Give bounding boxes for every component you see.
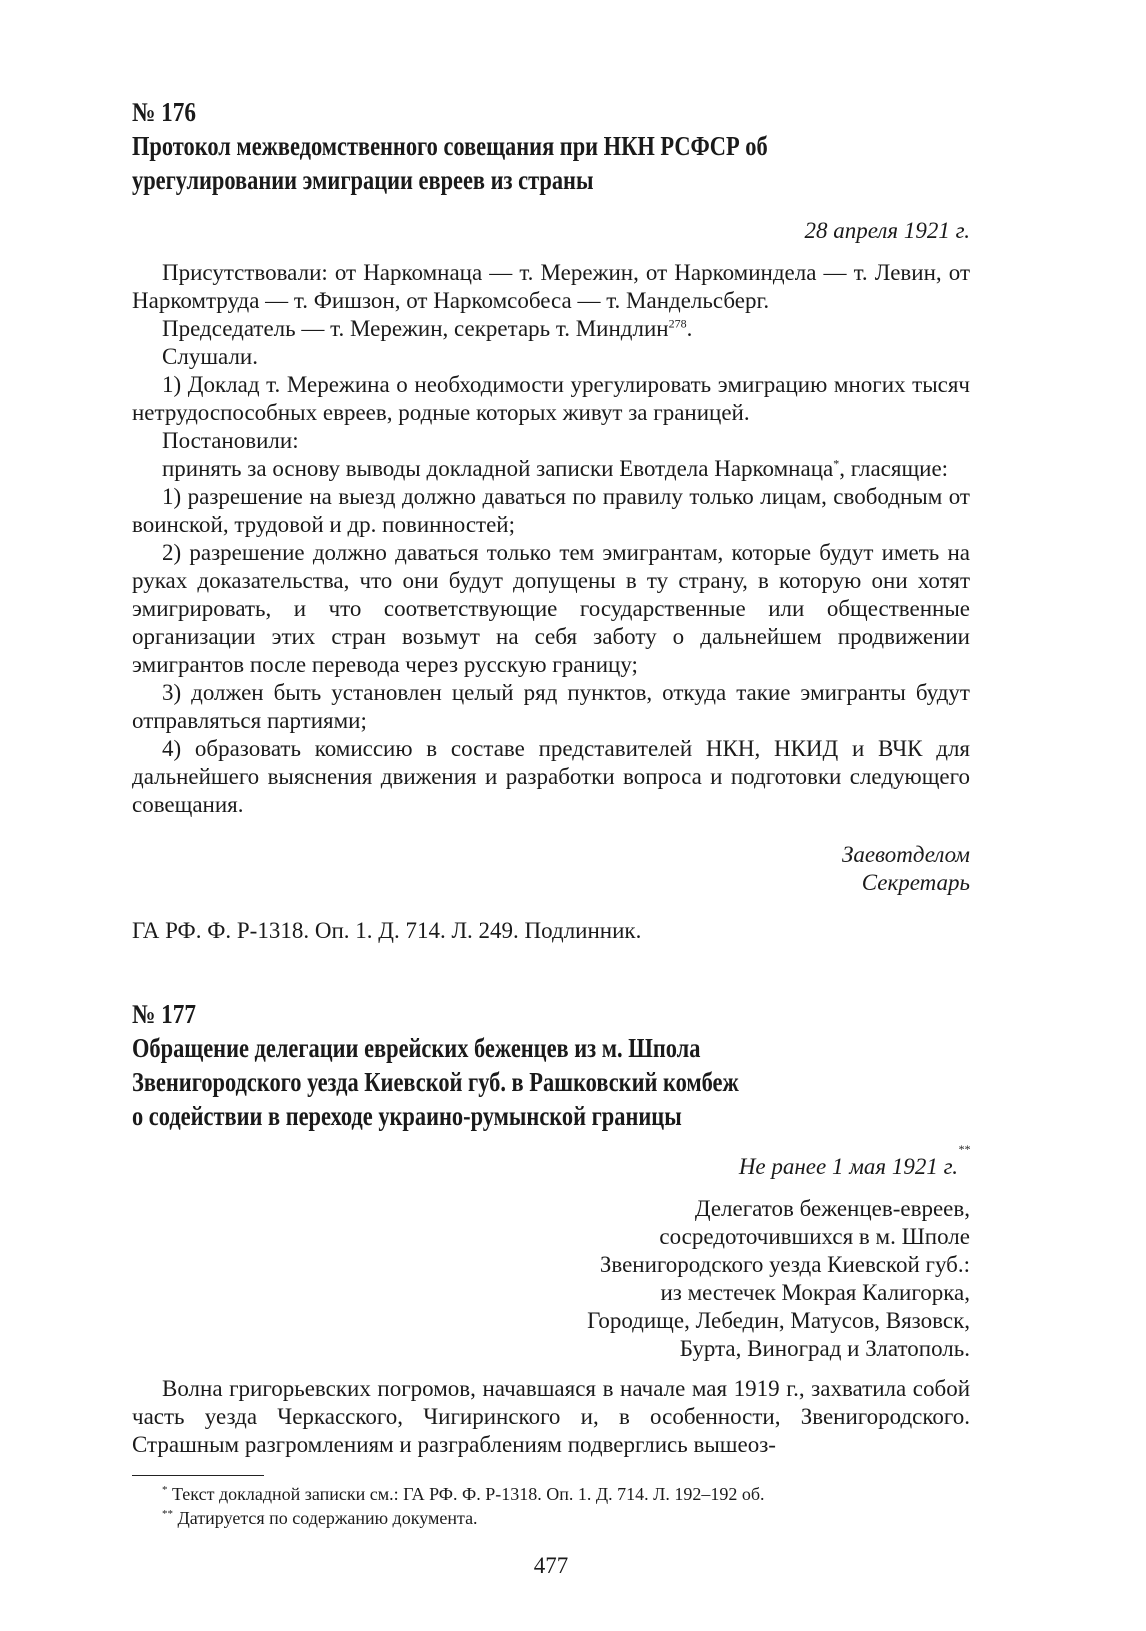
title-line: о содействии в переходе украино-румынской границы <box>132 1101 682 1131</box>
chair-paragraph: Председатель — т. Мережин, секретарь т. Миндлин$^{278}$. <box>162 316 693 341</box>
document-date: 28 апреля 1921 г. <box>804 218 970 243</box>
title-line: Обращение делегации еврейских беженцев из м. Шпола <box>132 1033 701 1063</box>
footnotes <box>132 1482 970 1530</box>
title-line: урегулировании эмиграции евреев из страны <box>132 165 594 195</box>
address-line: сосредоточившихся в м. Шполе <box>659 1224 970 1249</box>
address-line: Делегатов беженцев-евреев, <box>694 1196 970 1221</box>
resolved-label: Постановили: <box>162 428 299 453</box>
page-number: 477 <box>533 1553 569 1578</box>
title-line: Звенигородского уезда Киевской губ. в Рашковский комбеж <box>132 1067 739 1097</box>
chair-text: Председатель — т. Мережин, секретарь т. Миндлин <box>162 316 669 341</box>
address-line: Городище, Лебедин, Матусов, Вязовск, <box>587 1308 970 1333</box>
document-title <box>132 129 967 197</box>
resolution-item: 3) должен быть установлен целый ряд пунктов, откуда такие эмигранты будут отправляться партиями; <box>132 680 970 733</box>
date-text: Не ранее 1 мая 1921 г. <box>738 1154 958 1179</box>
resolved-intro-tail: , гласящие: <box>839 456 949 481</box>
archive-reference: ГА РФ. Ф. Р-1318. Оп. 1. Д. 714. Л. 249. Подлинник. <box>132 918 642 943</box>
document-number: № 177 <box>132 999 196 1029</box>
document-date <box>132 1142 970 1181</box>
resolution-item: 2) разрешение должно даваться только тем эмигрантам, которые будут иметь на руках доказательства, что они будут допущены в ту страну, в которую они хотят эмигрировать, и что соответствующие государственные или общественные организации этих стран возьмут на себя заботу о дальнейшем продвижении эмигрантов после перевода через русскую границу; <box>132 540 970 677</box>
footnote <box>162 1482 970 1506</box>
footnote-text: Текст докладной записки см.: ГА РФ. Ф. Р-1318. Оп. 1. Д. 714. Л. 192–192 об. <box>172 1484 765 1504</box>
document-title <box>132 1031 967 1133</box>
resolved-intro-text: принять за основу выводы докладной записки Евотдела Наркомнаца <box>162 456 834 481</box>
title-line: Протокол межведомственного совещания при НКН РСФСР об <box>132 131 768 161</box>
signature-line: Секретарь <box>861 870 970 895</box>
signature-line: Заевотделом <box>841 842 970 867</box>
resolution-item: 1) разрешение на выезд должно даваться по правилу только лицам, свободным от воинской, трудовой и др. повинностей; <box>132 484 970 537</box>
footnote-divider <box>132 1475 264 1476</box>
footnote-mark: * <box>162 1484 168 1496</box>
footnote <box>162 1506 970 1530</box>
footnote-ref: ** <box>958 1142 970 1156</box>
resolution-item: 4) образовать комиссию в составе представителей НКН, НКИД и ВЧК для дальнейшего выяснения движения и разработки вопроса и подготовки следующего совещания. <box>132 736 970 817</box>
signatures <box>132 841 970 897</box>
address-line: Бурта, Виноград и Златополь. <box>679 1336 970 1361</box>
body-paragraph: Волна григорьевских погромов, начавшаяся в начале мая 1919 г., захватила собой часть уезда Черкасского, Чигиринского и, в особенности, Звенигородского. Страшным разгромлениям и разграблениям подверглись вышеоз- <box>132 1376 970 1457</box>
heard-item: 1) Доклад т. Мережина о необходимости урегулировать эмиграцию многих тысяч нетрудоспособных евреев, родные которых живут за границей. <box>132 372 970 425</box>
document-number: № 176 <box>132 97 196 127</box>
footnote-ref: * <box>833 456 840 471</box>
resolved-intro <box>132 455 970 483</box>
document-176 <box>132 95 970 945</box>
addressee-block <box>132 1195 970 1363</box>
document-177 <box>132 997 970 1459</box>
document-page <box>132 95 970 1580</box>
attendees-paragraph: Присутствовали: от Наркомнаца — т. Мережин, от Наркоминдела — т. Левин, от Наркомтруда — т. Фишзон, от Наркомсобеса — т. Мандельсберг. <box>132 260 970 313</box>
footnote-mark: ** <box>162 1508 173 1520</box>
address-line: Звенигородского уезда Киевской губ.: <box>599 1252 970 1277</box>
heard-label: Слушали. <box>162 344 258 369</box>
footnote-ref: 278 <box>668 316 687 331</box>
footnote-text: Датируется по содержанию документа. <box>177 1508 478 1528</box>
address-line: из местечек Мокрая Калигорка, <box>660 1280 970 1305</box>
